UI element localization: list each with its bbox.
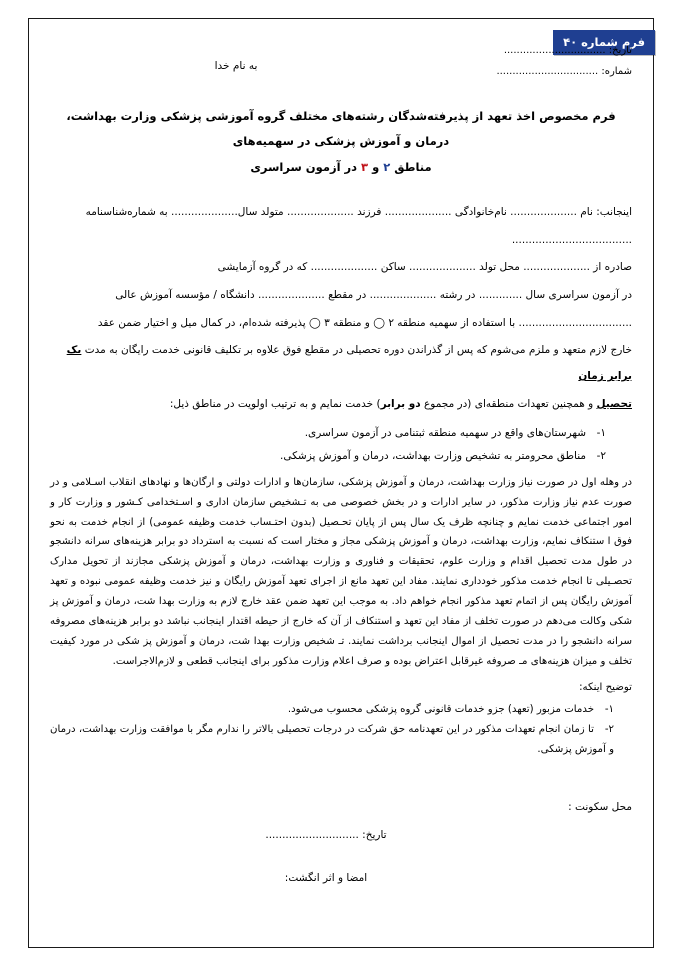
note-item-1-text: خدمات مزبور (تعهد) جزو خدمات قانونی گروه پزشکی محسوب می‌شود. (287, 703, 594, 715)
field-line6-underlined: یک برابر زمان (66, 344, 632, 383)
list-item (50, 422, 606, 444)
header-row (50, 40, 632, 82)
note-list (50, 700, 632, 761)
title-line2-mid: و (368, 159, 384, 174)
priority-list (50, 422, 632, 467)
field-line-4: در آزمون سراسری سال ............. در رشته .................... در مقطع .................... دانشگاه / مؤسسه آموزش عالی (115, 289, 632, 302)
field-line-7 (50, 392, 632, 418)
title-line-1: فرم مخصوص اخذ تعهد از پذیرفته‌شدگان رشته‌های مختلف گروه آموزشی پزشکی وزارت بهداشت، درمان و آموزش پزشکی در سهمیه‌های (66, 109, 616, 149)
residence-label: محل سکونت : (568, 801, 632, 814)
title-region-3: ۳ (361, 159, 369, 174)
field-line-3: صادره از .................... محل تولد .................... ساکن .................... که در گروه آزمایشی (217, 261, 632, 274)
field-line6-pre: خارج لازم متعهد و ملزم می‌شوم که پس از گذراندن دوره تحصیلی در مقطع فوق علاوه بر تکلیف قانونی خدمت رایگان به مدت (81, 344, 632, 357)
title-line2-post: در آزمون سراسری (250, 159, 362, 174)
list-item (50, 445, 606, 467)
priority-item-2-text: مناطق محرومتر به تشخیص وزارت بهداشت، درمان و آموزش پزشکی. (280, 449, 586, 462)
field-line-2: .................................... (511, 233, 632, 246)
field-line-5: .................................. با استفاده از سهمیه منطقه ۲ ◯ و منطقه ۳ ◯ پذیرفته شده‌ام، در کمال میل و اختیار ضمن عقد (97, 316, 632, 329)
signature-date-label: تاریخ: ............................ (265, 828, 387, 841)
field-line7-bold: دو برابر (380, 397, 421, 410)
header-number: شماره: ................................ (496, 66, 632, 77)
document-content (28, 18, 654, 948)
field-line-6 (50, 338, 632, 389)
main-paragraph: در وهله اول در صورت نیاز وزارت بهداشت، درمان و آموزش پزشکی، سازمان‌ها و ادارات دولتی و ارگان‌ها و نهادهای انقلاب اسـلامی و در صورت عدم نیاز وزارت مذکور، در سایر ادارات و در بخش خصوصی می به تـشخیص سازمان اداری و اسـتخدامی کـشور و وزارت کار و امور اجتماعی خدمت نمایم و چنانچه ظرف یک سال پس از پایان تحـصیل (بدون احتـساب خدمت وظیفه عمومی) از انجام خدمت به نحو فوق ا ستنکاف نمایم، وزارت بهداشت، درمان و آموزش پزشکی مجاز و مختار است که نسبت به استرداد دو برابر هزینه‌های سرانه دانشجو در طول مدت تحصیل اقدام و وزارت علوم، تحقیقات و فناوری و وزارت بهداشت، درمان و آموزش پزشکی مجازند از تحویل مدارک تحصـیلی تا انجام خدمت مذکور خودداری نمایند. مفاد این تعهد مانع از اجرای تعهد آموزش رایگان و نیز خدمت وظیفه عمومی نبوده و تعهد آموزش رایگان پس از اتمام تعهد مذکور انجام خواهم داد. به موجب این تعهد ضمن عقد خارج لازم به وزارت بهدا شت، درمان و آموزش پز شکی وکالت می‌دهم در صورت تخلف از مفاد این تعهد و استنکاف از آن که خارج از حیطه اقتدار اینجانب نباشد دو برابر هزینه‌های مصروفه سرانه دانشجو را در مدت تحصیل از اموال اینجانب برداشت نمایند. تـ شخیص وزارت بهدا شت، درمان و آموزش پز شکی در مورد کیفیت تخلف و میزان هزینه‌های مـ صروفه غیرقابل اعتراض بوده و صرف اعلام وزارت مذکور برای اینجانب قطعی و لازم‌الاجراست. (50, 476, 632, 667)
priority-item-2-number: ۲- (596, 449, 606, 462)
applicant-fields (50, 200, 632, 418)
title-line-2 (58, 155, 624, 180)
list-item (50, 700, 614, 720)
note-item-1-number: ۱- (604, 703, 614, 715)
header-date: تاریخ: ................................ (503, 45, 632, 56)
field-line-1: اینجانب: نام .................... نام‌خانوادگی .................... فرزند .................... متولد سال.................... به شماره‌شناسنامه (85, 205, 632, 218)
note-item-2-number: ۲- (604, 724, 614, 736)
title-line2-pre: مناطق (390, 159, 432, 174)
document-title (50, 104, 632, 180)
header-fields (462, 40, 632, 82)
title-region-2: ۲ (383, 159, 391, 174)
signature-block (50, 794, 632, 892)
list-item (50, 720, 614, 760)
field-line7-post: ) خدمت نمایم و به ترتیب اولویت در مناطق ذیل: (169, 397, 381, 410)
signature-fingerprint-label: امضا و اثر انگشت: (284, 871, 368, 884)
priority-item-1-text: شهرستان‌های واقع در سهمیه منطقه ثبتنامی در آزمون سراسری. (304, 426, 586, 439)
form-number-badge: فرم شماره ۴۰ (553, 30, 655, 55)
basmala-text: به نام خدا (214, 60, 258, 72)
field-line7-mid: و همچنین تعهدات منطقه‌ای (در مجموع (420, 397, 597, 410)
field-line7-underlined: تحصیل (596, 397, 632, 410)
priority-item-1-number: ۱- (596, 426, 606, 439)
note-title: توضیح اینکه: (579, 681, 632, 693)
note-item-2-text: تا زمان انجام تعهدات مذکور در این تعهدنامه حق شرکت در درجات تحصیلی بالاتر را ندارم مگر با موافقت وزارت بهداشت، درمان و آموزش پزشکی. (50, 724, 614, 756)
